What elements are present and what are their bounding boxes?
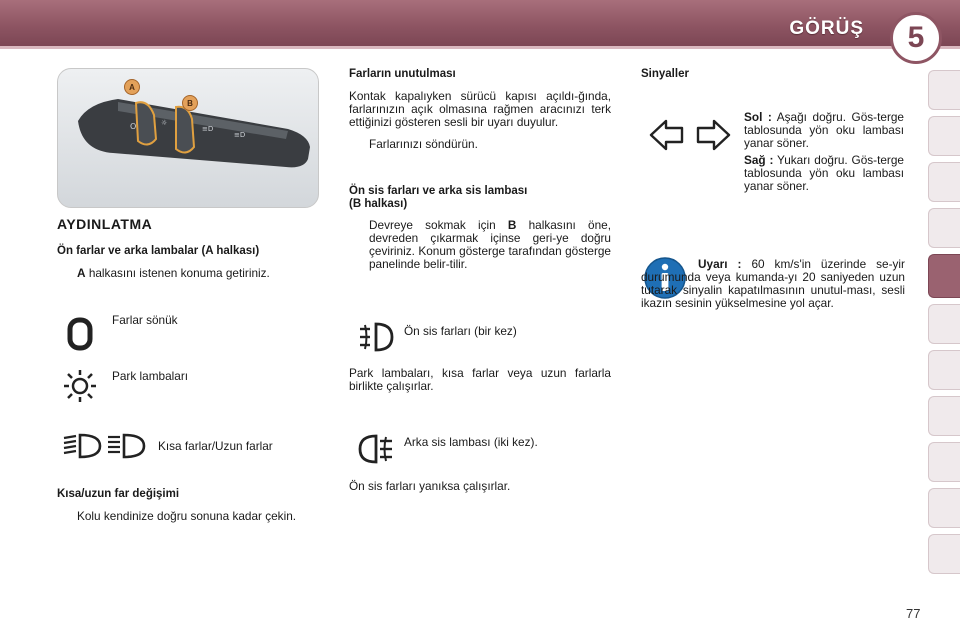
bullet-pre: Devreye sokmak için [369, 218, 496, 232]
lights-off-label: Farlar sönük [112, 313, 178, 327]
svg-text:☼: ☼ [161, 119, 168, 127]
lighting-stalk-illustration [58, 69, 318, 207]
chapter-badge[interactable]: 5 [890, 12, 942, 64]
page-title: GÖRÜŞ [789, 18, 864, 39]
chapter-tab[interactable] [928, 162, 960, 202]
bullet-icon [349, 219, 361, 271]
bullet-text [369, 219, 611, 271]
chapter-tab-active[interactable] [928, 254, 960, 298]
chapter-tabs [928, 70, 960, 580]
chapter-tab[interactable] [928, 70, 960, 110]
callout-b: B [182, 95, 198, 111]
bullet-ring-b [349, 219, 611, 271]
signal-right-key: Sağ : [744, 153, 774, 167]
svg-text:≡D: ≡D [202, 125, 214, 133]
warning-body: 60 km/s'in üzerinde se-yir durumunda veya kumanda-yı 20 saniyeden uzun tutarak sinyalin kapatılmasının unutul-ması, sesli ikazın sesinin yükselmesine yol açar. [641, 257, 905, 310]
front-fog-light-label: Ön sis farları (bir kez) [404, 324, 517, 338]
forgotten-lights-text: Kontak kapalıyken sürücü kapısı açıldı-ğında, farlarınızın açık olmasına rağmen aracınızı terk ettiğinizi gösteren sesli bir uyarı duyulur. [349, 89, 611, 129]
warning-text [641, 258, 905, 310]
left-column [57, 218, 323, 280]
chapter-tab[interactable] [928, 350, 960, 390]
chapter-tab[interactable] [928, 488, 960, 528]
stalk-photo [57, 68, 319, 208]
signal-left-desc [744, 111, 904, 150]
bullet-icon [349, 138, 361, 151]
parking-lights-icon [62, 368, 98, 404]
subhead-beam-switch: Kısa/uzun far değişimi [57, 488, 180, 500]
page-number: 77 [906, 606, 921, 621]
rear-fog-note: Ön sis farları yanıksa çalışırlar. [349, 479, 511, 493]
low-high-beam-icon [62, 432, 146, 460]
ring-key: B [507, 218, 517, 232]
signal-right-desc [744, 154, 904, 193]
subhead-forgotten-lights: Farların unutulması [349, 68, 456, 80]
header-divider [0, 46, 960, 49]
bullet-content: Kolu kendinize doğru sonuna kadar çekin. [77, 509, 297, 523]
low-high-beam-label: Kısa farlar/Uzun farlar [158, 439, 273, 453]
left-column-bottom [57, 488, 323, 523]
rear-fog-light-icon [358, 432, 394, 468]
rear-fog-light-label: Arka sis lambası (iki kez). [404, 435, 538, 449]
subhead-headlamps: Ön farlar ve arka lambalar (A halkası) [57, 245, 260, 257]
chapter-tab[interactable] [928, 116, 960, 156]
bullet-pull-stalk [57, 510, 323, 523]
chapter-tab[interactable] [928, 304, 960, 344]
signal-right-text: Yukarı doğru. Gös-terge tablosunda yön oku lambası yanar söner. [744, 153, 904, 193]
chapter-tab[interactable] [928, 396, 960, 436]
subhead-indicators: Sinyaller [641, 68, 689, 80]
bullet-icon [57, 267, 69, 280]
bullet-post: halkasını öne, devreden çıkarmak içinse geri-ye doğru çeviriniz. Konum gösterge tarafından gösterge panelinde belir-tilir. [369, 218, 611, 271]
bullet-text [77, 267, 270, 280]
chapter-tab[interactable] [928, 442, 960, 482]
middle-column [349, 68, 611, 271]
front-fog-light-icon [358, 320, 394, 356]
bullet-icon [57, 510, 69, 523]
chapter-tab[interactable] [928, 534, 960, 574]
svg-text:≡D: ≡D [234, 131, 246, 139]
subhead-fog-line-1: Ön sis farları ve arka sis lambası [349, 185, 528, 197]
chapter-tab[interactable] [928, 208, 960, 248]
section-title: AYDINLATMA [57, 216, 153, 232]
bullet-content: halkasını istenen konuma getiriniz. [88, 266, 270, 280]
warning-note [641, 258, 905, 310]
svg-text:O: O [130, 122, 137, 131]
callout-a: A [124, 79, 140, 95]
ring-key: A [77, 266, 86, 280]
fog-lights-note: Park lambaları, kısa farlar veya uzun farlarla birlikte çalışırlar. [349, 366, 611, 393]
lights-off-icon [64, 316, 98, 352]
bullet-turn-off [349, 138, 611, 151]
parking-lights-label: Park lambaları [112, 369, 189, 383]
subhead-fog-line-2: (B halkası) [349, 198, 408, 210]
subhead-fog-lights [349, 185, 611, 211]
bullet-ring-a [57, 267, 323, 280]
signal-left-key: Sol : [744, 110, 772, 124]
warning-key: Uyarı : [698, 257, 742, 271]
bullet-content: Farlarınızı söndürün. [369, 137, 478, 151]
signal-left-text: Aşağı doğru. Gös-terge tablosunda yön oku lambası yanar söner. [744, 110, 904, 150]
turn-signal-arrows-icon [648, 118, 732, 152]
